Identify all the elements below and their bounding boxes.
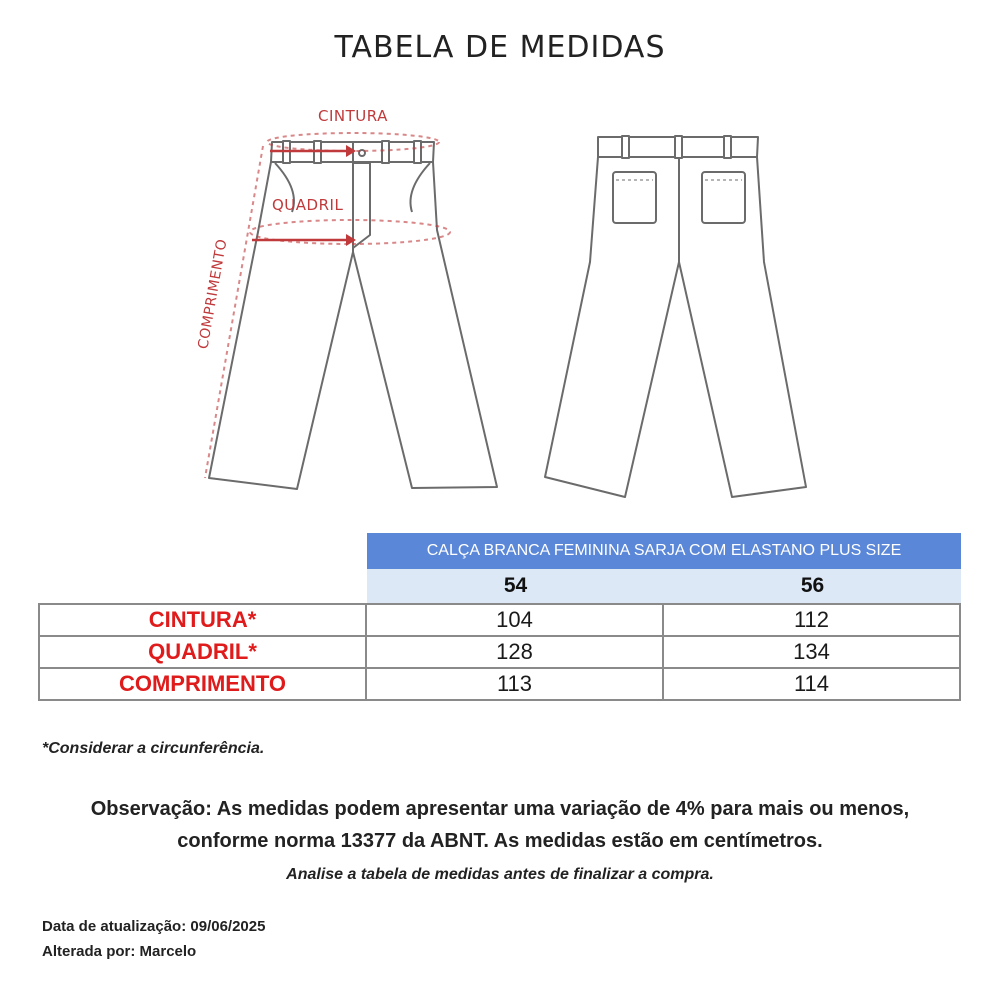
size-header-row bbox=[367, 569, 961, 603]
pants-front-drawing bbox=[209, 141, 497, 489]
length-annotation-label: COMPRIMENTO bbox=[195, 237, 231, 351]
page-title: TABELA DE MEDIDAS bbox=[334, 30, 666, 65]
observation-line-2: conforme norma 13377 da ABNT. As medidas estão em centímetros. bbox=[177, 830, 823, 852]
cell-hip-56: 134 bbox=[663, 636, 960, 668]
observation-text bbox=[0, 793, 1000, 857]
analyze-note: Analise a tabela de medidas antes de finalizar a compra. bbox=[286, 866, 714, 883]
measurement-table bbox=[38, 603, 961, 701]
cell-hip-54: 128 bbox=[366, 636, 663, 668]
table-row-hip bbox=[39, 636, 960, 668]
pants-back-drawing bbox=[545, 136, 806, 497]
size-54-header: 54 bbox=[503, 574, 528, 597]
size-56-header: 56 bbox=[800, 574, 825, 597]
cell-waist-56: 112 bbox=[663, 604, 960, 636]
altered-by: Alterada por: Marcelo bbox=[42, 943, 197, 960]
cell-length-56: 114 bbox=[663, 668, 960, 700]
waist-annotation-label: CINTURA bbox=[318, 107, 388, 125]
product-name-header: CALÇA BRANCA FEMININA SARJA COM ELASTANO PLUS SIZE bbox=[367, 533, 961, 569]
table-row-length bbox=[39, 668, 960, 700]
hip-annotation-label: QUADRIL bbox=[272, 196, 344, 214]
row-label-waist: CINTURA* bbox=[39, 604, 366, 636]
circumference-footnote: *Considerar a circunferência. bbox=[42, 740, 265, 757]
row-label-length: COMPRIMENTO bbox=[39, 668, 366, 700]
row-label-hip: QUADRIL* bbox=[39, 636, 366, 668]
observation-line-1: Observação: As medidas podem apresentar uma variação de 4% para mais ou menos, bbox=[90, 798, 910, 820]
cell-length-54: 113 bbox=[366, 668, 663, 700]
cell-waist-54: 104 bbox=[366, 604, 663, 636]
update-date: Data de atualização: 09/06/2025 bbox=[42, 918, 266, 935]
table-row-waist bbox=[39, 604, 960, 636]
